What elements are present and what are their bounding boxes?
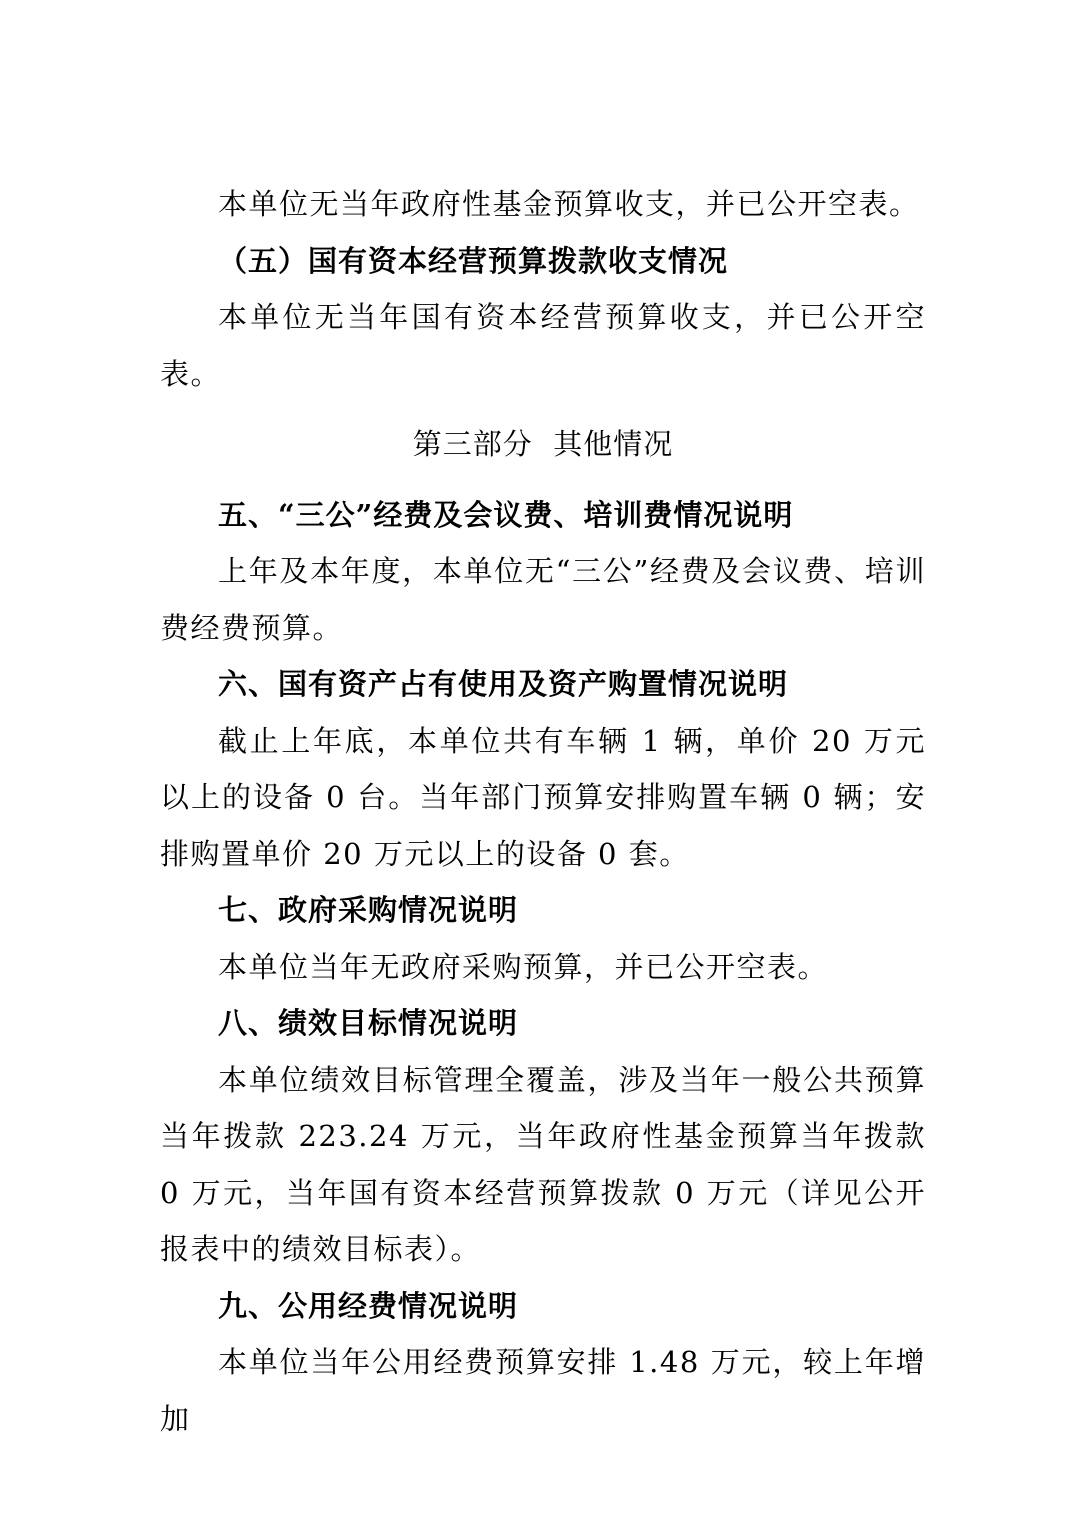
- gov-fund-paragraph: 本单位无当年政府性基金预算收支，并已公开空表。: [218, 187, 920, 221]
- section-six-heading: 六、国有资产占有使用及资产购置情况说明: [218, 667, 789, 701]
- section-six-paragraph: 截止上年底，本单位共有车辆 1 辆，单价 20 万元以上的设备 0 台。当年部门预算安排购置车辆 0 辆；安排购置单价 20 万元以上的设备 0 套。: [160, 723, 926, 871]
- part-three-title: 第三部分 其他情况: [412, 427, 674, 461]
- section-seven-paragraph: 本单位当年无政府采购预算，并已公开空表。: [218, 949, 829, 984]
- section-nine-heading: 九、公用经费情况说明: [218, 1288, 519, 1323]
- section-seven-heading: 七、政府采购情况说明: [218, 893, 519, 927]
- section-eight-paragraph: 本单位绩效目标管理全覆盖，涉及当年一般公共预算当年拨款 223.24 万元，当年政府性基金预算当年拨款 0 万元，当年国有资本经营预算拨款 0 万元（详见公开报表中的绩效目标表）。: [160, 1062, 926, 1266]
- section-nine-paragraph: 本单位当年公用经费预算安排 1.48 万元，较上年增加: [160, 1345, 926, 1436]
- section-eight-heading: 八、绩效目标情况说明: [218, 1006, 519, 1040]
- section-five-heading: 五、“三公”经费及会议费、培训费情况说明: [218, 497, 794, 532]
- state-capital-paragraph: 本单位无当年国有资本经营预算收支，并已公开空表。: [160, 300, 926, 391]
- document-body: [160, 176, 926, 1447]
- section-five-paragraph: 上年及本年度，本单位无“三公”经费及会议费、培训费经费预算。: [160, 554, 926, 645]
- state-capital-heading: （五）国有资本经营预算拨款收支情况: [218, 243, 729, 278]
